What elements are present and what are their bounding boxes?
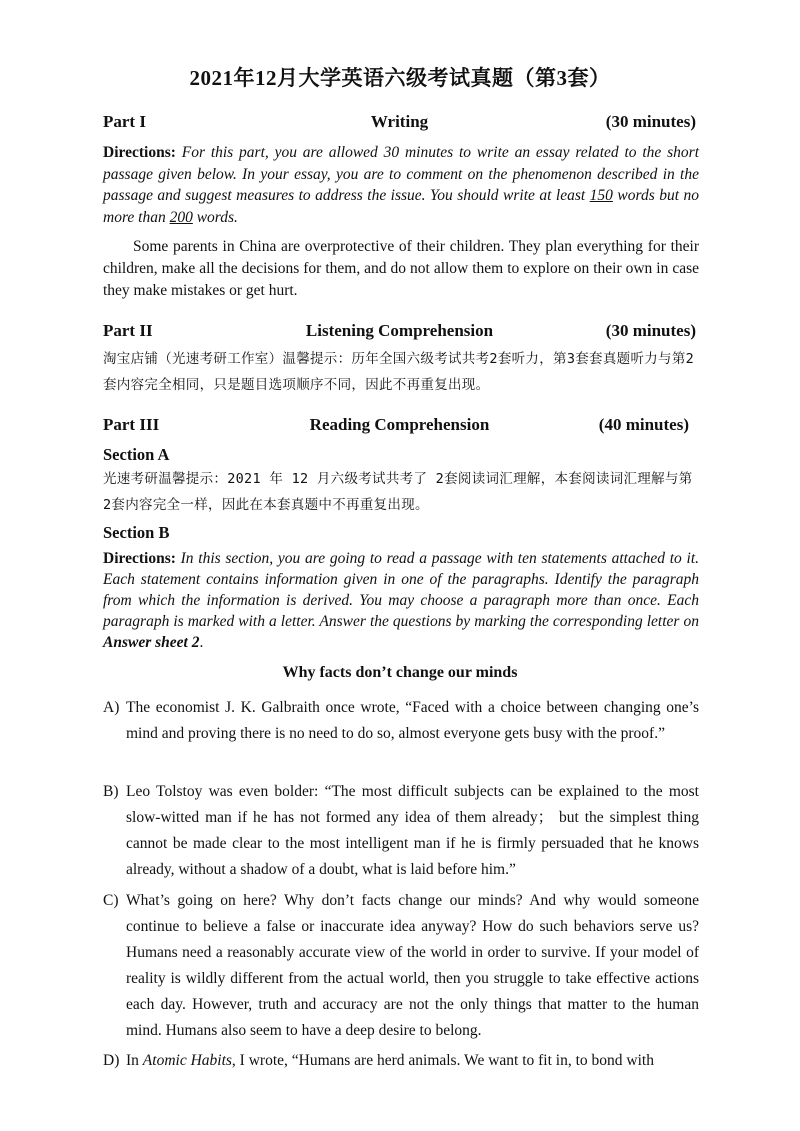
part3-number: Part III	[103, 415, 160, 434]
paragraph-d	[103, 1048, 699, 1074]
answer-sheet-label: Answer sheet 2	[103, 634, 200, 651]
part2-header	[103, 321, 696, 345]
part3-header	[103, 415, 696, 439]
section-b-directions	[103, 548, 699, 653]
section-a-note: 光速考研温馨提示：2021 年 12 月六级考试共考了 2套阅读词汇理解，本套阅读词汇理解与第2套内容完全一样，因此在本套真题中不再重复出现。	[103, 471, 693, 513]
paragraph-letter: C)	[103, 892, 119, 909]
part1-time: (30 minutes)	[605, 112, 696, 131]
paragraph-text: What’s going on here? Why don’t facts change our minds? And why would someone continue to believe a false or inaccurate idea anyway? How do such behaviors serve us? Humans need a reasonably accurate view of the world in order to survive. If your model of reality is wildly different from the actual world, then you struggle to take effective actions each day. However, truth and accuracy are not the only things that matter to the human mind. Humans also seem to have a deep desire to belong.	[126, 892, 699, 1039]
directions-label: Directions:	[103, 144, 176, 161]
paragraph-a	[103, 695, 699, 747]
part1-name: Writing	[370, 112, 429, 131]
directions-text: For this part, you are allowed 30 minutes to write an essay related to the short passage given below. In your essay, you are to comment on the phenomenon described in the passage and suggest measures to address the issue. You should write at least	[103, 144, 699, 204]
directions-text-2: words but no more than	[103, 187, 699, 226]
paragraph-d-pre: In	[126, 1052, 143, 1069]
part1-header	[103, 112, 696, 136]
paragraph-letter: D)	[103, 1052, 120, 1069]
writing-passage: Some parents in China are overprotective of their children. They plan everything for their children, make all the decisions for them, and do not allow them to explore on their own in case they make mistakes or get hurt.	[103, 238, 699, 299]
directions-label-b: Directions:	[103, 550, 176, 567]
book-title: Atomic Habits	[142, 1052, 232, 1069]
paragraph-letter: B)	[103, 783, 119, 800]
directions-b-end: .	[199, 634, 204, 651]
directions-b-text: In this section, you are going to read a passage with ten statements attached to it. Each statement contains information given in one of the paragraphs. Identify the paragraph from which the information is derived. You may choose a paragraph more than once. Each paragraph is marked with a letter. Answer the questions by marking the corresponding letter on	[103, 550, 699, 630]
paragraph-text	[126, 1048, 699, 1074]
part2-name: Listening Comprehension	[305, 321, 494, 340]
part1-number: Part I	[103, 112, 146, 131]
paragraph-text: The economist J. K. Galbraith once wrote, “Faced with a choice between changing one’s mind and proving there is no need to do so, almost everyone gets busy with the proof.”	[126, 699, 699, 742]
section-a-heading: Section A	[103, 445, 170, 464]
part3-name: Reading Comprehension	[309, 415, 490, 434]
paragraph-c	[103, 888, 699, 1044]
part1-directions	[103, 142, 699, 228]
paragraph-letter: A)	[103, 699, 120, 716]
part3-time: (40 minutes)	[598, 415, 689, 434]
paragraph-text: Leo Tolstoy was even bolder: “The most difficult subjects can be explained to the most slow-witted man if he has not formed any idea of them already； but the simplest thing cannot be made clear to the most intelligent man if he is firmly persuaded that he knows already, without a shadow of a doubt, what is laid before him.”	[126, 783, 699, 878]
max-words: 200	[169, 208, 193, 226]
page-title: 2021年12月大学英语六级考试真题（第3套）	[189, 66, 611, 90]
part2-number: Part II	[103, 321, 153, 340]
part2-time: (30 minutes)	[605, 321, 696, 340]
article-title: Why facts don’t change our minds	[282, 664, 518, 681]
min-words: 150	[589, 187, 613, 204]
listening-note: 淘宝店铺（光速考研工作室）温馨提示：历年全国六级考试共考2套听力，第3套套真题听力与第2套内容完全相同，只是题目选项顺序不同，因此不再重复出现。	[103, 351, 695, 393]
paragraph-b	[103, 779, 699, 883]
section-b-heading: Section B	[103, 523, 170, 542]
directions-text-3: words.	[192, 208, 238, 226]
paragraph-d-post: , I wrote, “Humans are herd animals. We want to fit in, to bond with	[231, 1052, 654, 1069]
